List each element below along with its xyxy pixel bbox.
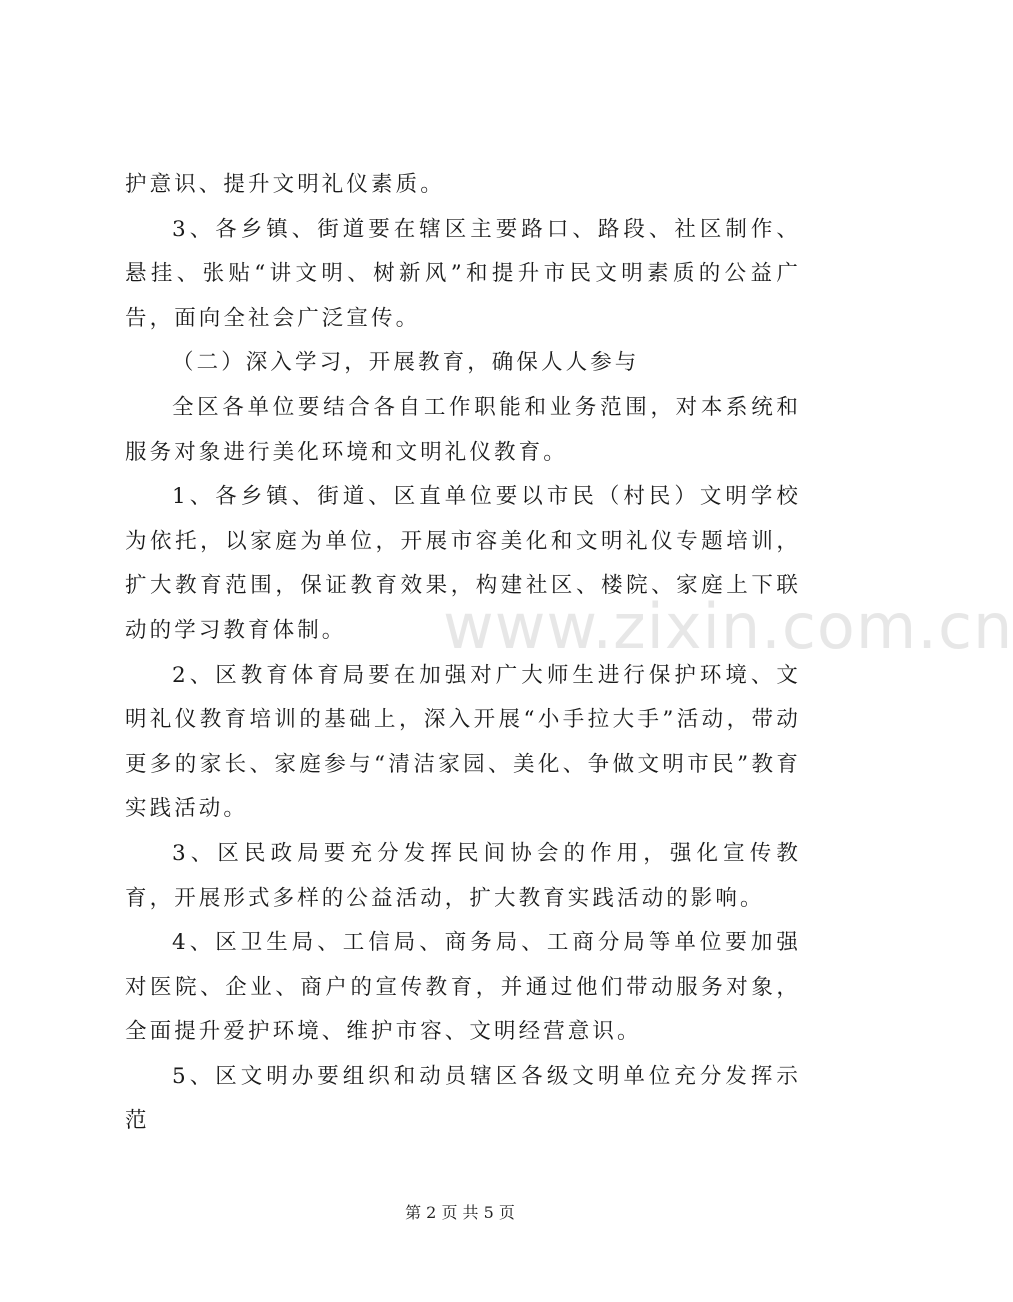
paragraph-continuation: 护意识、提升文明礼仪素质。 [125, 172, 445, 197]
section-heading-2: （二）深入学习，开展教育，确保人人参与 [172, 350, 640, 376]
paragraph-item-3: 3、区民政局要充分发挥民间协会的作用，强化宣传教育，开展形式多样的公益活动，扩大教育实践活动的影响。 [125, 840, 801, 911]
paragraph-item-2: 2、区教育体育局要在加强对广大师生进行保护环境、文明礼仪教育培训的基础上，深入开展“小手拉大手”活动，带动更多的家长、家庭参与“清洁家园、美化、争做文明市民”教育实践活动。 [125, 662, 801, 822]
paragraph-item-1: 1、各乡镇、街道、区直单位要以市民（村民）文明学校为依托，以家庭为单位，开展市容美化和文明礼仪专题培训，扩大教育范围，保证教育效果，构建社区、楼院、家庭上下联动的学习教育体制。 [125, 484, 801, 643]
page-footer: 第 2 页 共 5 页 [405, 1203, 515, 1222]
paragraph-section-intro: 全区各单位要结合各自工作职能和业务范围，对本系统和服务对象进行美化环境和文明礼仪教育。 [125, 394, 801, 465]
paragraph-item-5: 5、区文明办要组织和动员辖区各级文明单位充分发挥示范 [125, 1063, 801, 1134]
watermark: www.zixin.com.cn [443, 590, 1013, 663]
paragraph-item-4: 4、区卫生局、工信局、商务局、工商分局等单位要加强对医院、企业、商户的宣传教育，并通过他们带动服务对象，全面提升爱护环境、维护市容、文明经营意识。 [125, 930, 801, 1045]
paragraph-item-3-billboards: 3、各乡镇、街道要在辖区主要路口、路段、社区制作、悬挂、张贴“讲文明、树新风”和提升市民文明素质的公益广告，面向全社会广泛宣传。 [125, 216, 801, 331]
